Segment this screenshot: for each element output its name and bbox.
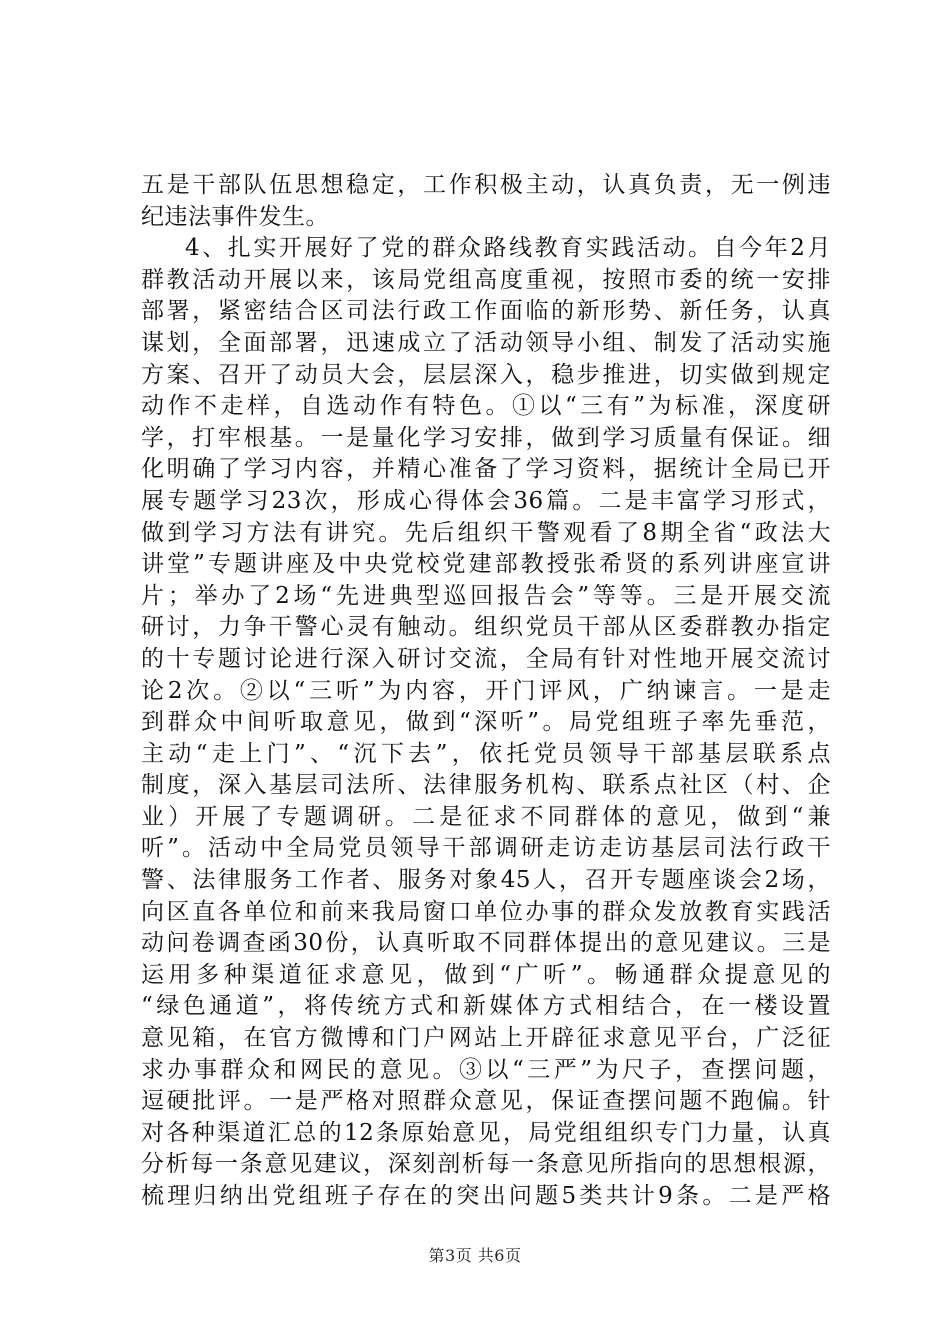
paragraph-first-line: 4、扎实开展好了党的群众路线教育实践活动。自今年2月 — [185, 235, 831, 262]
text-line: 业）开展了专题调研。二是征求不同群体的意见，做到“兼 — [141, 803, 831, 830]
text-line: 分析每一条意见建议，深刻剖析每一条意见所指向的思想根源， — [141, 1151, 831, 1178]
text-line: 论2次。②以“三听”为内容，开门评风，广纳谏言。一是走 — [141, 677, 831, 704]
text-line: 做到学习方法有讲究。先后组织干警观看了8期全省“政法大 — [141, 519, 831, 546]
text-line: 制度，深入基层司法所、法律服务机构、联系点社区（村、企 — [141, 772, 831, 799]
text-line: 对各种渠道汇总的12条原始意见，局党组组织专门力量，认真 — [141, 1119, 831, 1146]
text-line: 逗硬批评。一是严格对照群众意见，保证查摆问题不跑偏。针 — [141, 1088, 831, 1115]
text-line: 学，打牢根基。一是量化学习安排，做到学习质量有保证。细 — [141, 424, 831, 451]
text-line: 谋划，全面部署，迅速成立了活动领导小组、制发了活动实施 — [141, 329, 831, 356]
text-line: 运用多种渠道征求意见，做到“广听”。畅通群众提意见的 — [141, 961, 831, 988]
body-text — [141, 170, 831, 1213]
text-line: 动问卷调查函30份，认真听取不同群体提出的意见建议。三是 — [141, 930, 831, 957]
text-line: 化明确了学习内容，并精心准备了学习资料，据统计全局已开 — [141, 456, 831, 483]
text-line: 讲堂”专题讲座及中央党校党建部教授张希贤的系列讲座宣讲 — [141, 551, 831, 578]
text-line: 方案、召开了动员大会，层层深入，稳步推进，切实做到规定 — [141, 361, 831, 388]
text-line: 展专题学习23次，形成心得体会36篇。二是丰富学习形式， — [141, 487, 831, 514]
text-line: 梳理归纳出党组班子存在的突出问题5类共计9条。二是严格 — [141, 1183, 831, 1209]
text-line: 部署，紧密结合区司法行政工作面临的新形势、新任务，认真 — [141, 298, 831, 325]
text-line: 片；举办了2场“先进典型巡回报告会”等等。三是开展交流 — [141, 582, 831, 609]
text-line: 研讨，力争干警心灵有触动。组织党员干部从区委群教办指定 — [141, 614, 831, 641]
text-line: 动作不走样，自选动作有特色。①以“三有”为标准，深度研 — [141, 393, 831, 420]
text-line: 求办事群众和网民的意见。③以“三严”为尺子，查摆问题， — [141, 1056, 831, 1083]
text-line: 群教活动开展以来，该局党组高度重视，按照市委的统一安排 — [141, 266, 831, 293]
text-line: 纪违法事件发生。 — [141, 203, 329, 230]
text-line: 到群众中间听取意见，做到“深听”。局党组班子率先垂范， — [141, 709, 831, 736]
text-line: 五是干部队伍思想稳定，工作积极主动，认真负责，无一例违 — [141, 172, 831, 198]
text-line: “绿色通道”，将传统方式和新媒体方式相结合，在一楼设置 — [141, 993, 831, 1020]
text-line: 警、法律服务工作者、服务对象45人，召开专题座谈会2场， — [141, 867, 831, 894]
text-line: 向区直各单位和前来我局窗口单位办事的群众发放教育实践活 — [141, 898, 831, 925]
page-number-footer: 第3页 共6页 — [428, 1246, 522, 1265]
text-line: 意见箱，在官方微博和门户网站上开辟征求意见平台，广泛征 — [141, 1025, 831, 1052]
text-line: 听”。活动中全局党员领导干部调研走访走访基层司法行政干 — [141, 835, 831, 862]
text-line: 的十专题讨论进行深入研讨交流，全局有针对性地开展交流讨 — [141, 645, 831, 672]
text-line: 主动“走上门”、“沉下去”，依托党员领导干部基层联系点 — [141, 740, 831, 767]
